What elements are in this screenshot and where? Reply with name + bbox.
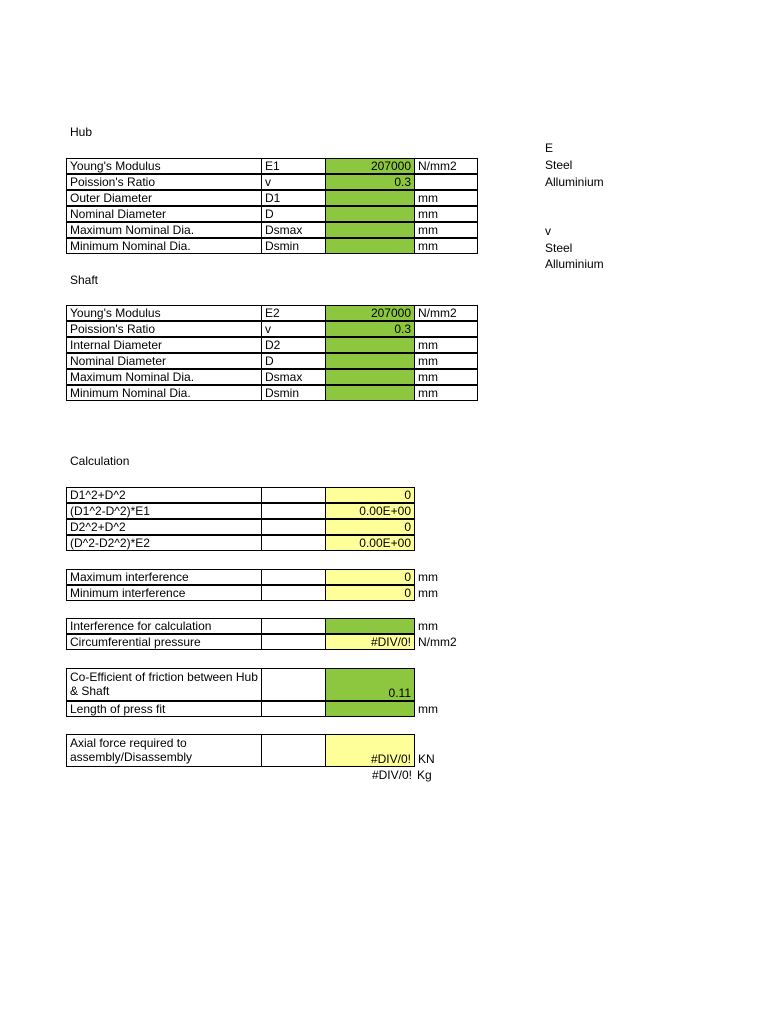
calc-blank (261, 734, 326, 767)
param-symbol: Dsmax (261, 222, 326, 238)
v-title: v (545, 224, 551, 238)
calc-blank (261, 535, 326, 551)
param-symbol: Dsmax (261, 369, 326, 385)
e-title: E (545, 141, 554, 155)
param-symbol: D2 (261, 337, 326, 353)
param-name: Minimum Nominal Dia. (66, 385, 262, 401)
v-steel: Steel (545, 241, 573, 255)
param-unit: mm (414, 190, 478, 206)
calc-name: (D^2-D2^2)*E2 (66, 535, 262, 551)
param-symbol: Dsmin (261, 385, 326, 401)
param-symbol: D (261, 206, 326, 222)
v-aluminium: Alluminium (545, 257, 604, 271)
param-symbol: v (261, 174, 326, 190)
calc-name: Co-Efficient of friction between Hub & Shaft (66, 668, 262, 701)
param-unit: mm (414, 222, 478, 238)
calc-name: (D1^2-D^2)*E1 (66, 503, 262, 519)
param-unit: mm (414, 353, 478, 369)
calc-unit: mm (418, 619, 438, 633)
calc-name: Maximum interference (66, 569, 262, 585)
param-value-input[interactable] (325, 222, 415, 238)
calc-value: 0.00E+00 (325, 535, 415, 551)
calc-value: 0 (325, 569, 415, 585)
shaft-title: Shaft (70, 273, 99, 287)
calc-unit: mm (418, 702, 438, 716)
calc-name: Circumferential pressure (66, 634, 262, 650)
axial-force-value: #DIV/0! (325, 734, 415, 767)
calc-blank (261, 569, 326, 585)
param-name: Nominal Diameter (66, 353, 262, 369)
param-value-input[interactable] (325, 337, 415, 353)
param-value-input[interactable] (325, 206, 415, 222)
param-name: Outer Diameter (66, 190, 262, 206)
param-unit: mm (414, 238, 478, 254)
param-value-input[interactable] (325, 353, 415, 369)
param-name: Poission's Ratio (66, 174, 262, 190)
param-name: Internal Diameter (66, 337, 262, 353)
param-symbol: D (261, 353, 326, 369)
calc-value: 0 (325, 519, 415, 535)
param-value-input[interactable]: 0.3 (325, 174, 415, 190)
param-unit (414, 321, 478, 337)
axial-force-kg-value: #DIV/0! (371, 768, 412, 782)
calc-blank (261, 618, 326, 634)
param-name: Young's Modulus (66, 158, 262, 174)
param-name: Young's Modulus (66, 305, 262, 321)
param-unit: mm (414, 385, 478, 401)
param-value-input[interactable] (325, 369, 415, 385)
calc-blank (261, 634, 326, 650)
calc-value: 0 (325, 487, 415, 503)
param-unit: mm (414, 337, 478, 353)
param-value-input[interactable] (325, 385, 415, 401)
calculation-title: Calculation (70, 454, 130, 468)
calc-blank (261, 701, 326, 717)
calc-name: Axial force required to assembly/Disassembly (66, 734, 262, 767)
calc-name: Interference for calculation (66, 618, 262, 634)
param-symbol: E1 (261, 158, 326, 174)
calc-blank (261, 487, 326, 503)
calc-value: 0.00E+00 (325, 503, 415, 519)
hub-title: Hub (70, 125, 93, 139)
param-name: Nominal Diameter (66, 206, 262, 222)
param-value-input[interactable] (325, 190, 415, 206)
param-symbol: D1 (261, 190, 326, 206)
param-unit: N/mm2 (414, 305, 478, 321)
e-steel: Steel (545, 158, 573, 172)
param-name: Minimum Nominal Dia. (66, 238, 262, 254)
param-name: Poission's Ratio (66, 321, 262, 337)
calc-value: 0 (325, 585, 415, 601)
calc-blank (261, 668, 326, 701)
calc-value: #DIV/0! (325, 634, 415, 650)
calc-name: Minimum interference (66, 585, 262, 601)
param-unit (414, 174, 478, 190)
param-symbol: v (261, 321, 326, 337)
length-input[interactable] (325, 701, 415, 717)
calc-unit: mm (418, 586, 438, 600)
e-aluminium: Alluminium (545, 175, 604, 189)
param-value-input[interactable]: 207000 (325, 158, 415, 174)
param-symbol: Dsmin (261, 238, 326, 254)
param-value-input[interactable]: 207000 (325, 305, 415, 321)
calc-blank (261, 519, 326, 535)
param-value-input[interactable] (325, 238, 415, 254)
calc-blank (261, 503, 326, 519)
calc-blank (261, 585, 326, 601)
param-unit: mm (414, 206, 478, 222)
param-unit: N/mm2 (414, 158, 478, 174)
calc-unit: mm (418, 570, 438, 584)
calc-name: D1^2+D^2 (66, 487, 262, 503)
calc-unit: KN (418, 752, 435, 766)
param-symbol: E2 (261, 305, 326, 321)
param-name: Maximum Nominal Dia. (66, 369, 262, 385)
param-value-input[interactable]: 0.3 (325, 321, 415, 337)
friction-input[interactable]: 0.11 (325, 668, 415, 701)
calc-unit: N/mm2 (418, 635, 457, 649)
calc-name: D2^2+D^2 (66, 519, 262, 535)
interference-input[interactable] (325, 618, 415, 634)
axial-force-kg-unit: Kg (417, 768, 432, 782)
calc-name: Length of press fit (66, 701, 262, 717)
param-name: Maximum Nominal Dia. (66, 222, 262, 238)
param-unit: mm (414, 369, 478, 385)
